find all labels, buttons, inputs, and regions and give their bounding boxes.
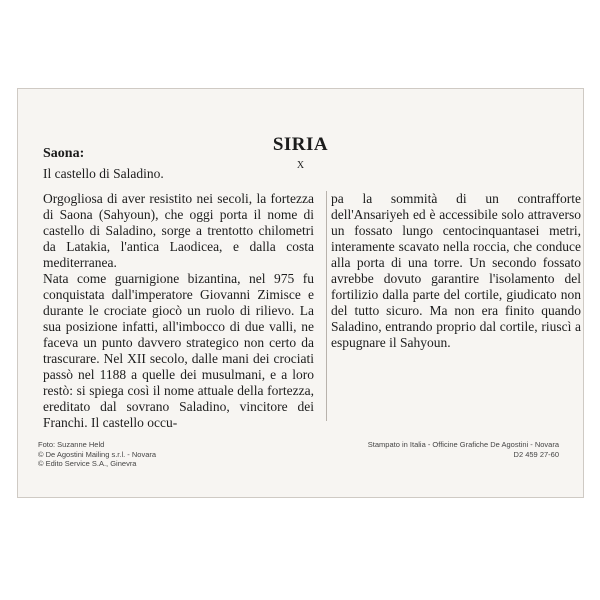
card-title: SIRIA: [272, 134, 329, 155]
paragraph: pa la sommità di un contrafforte dell'Ansariyeh ed è accessibile solo attraverso un fossato lungo centocinquantasei metri, interamente scavato nella roccia, che conduce alla porta di una torre. Un secondo fossato avrebbe dovuto garantire l'isolamento del fortilizio dalla parte del cortile, giudicato non del tutto sicuro. Ma non era finito quando Saladino, entrando proprio dal cortile, riuscì a espugnare il Sahyoun.: [331, 191, 581, 350]
catalog-code: D2 459 27-60: [513, 449, 559, 459]
card-numeral: X: [296, 160, 305, 171]
credits-footer: [38, 440, 156, 469]
photo-credit: Foto: Suzanne Held: [38, 440, 105, 449]
place-subtitle: Il castello di Saladino.: [43, 166, 164, 181]
copyright-line: © Edito Service S.A., Ginevra: [38, 459, 137, 468]
text-column-right: [331, 191, 581, 351]
printer-line: Stampato in Italia - Officine Grafiche De Agostini - Novara: [367, 440, 559, 449]
paragraph: Orgogliosa di aver resistito nei secoli, la fortezza di Saona (Sahyoun), che oggi porta il nome di castello di Saladino, sorge a trentotto chilometri da Latakia, l'antica Laodicea, e dalla costa mediterranea.: [43, 191, 314, 270]
paragraph: Nata come guarnigione bizantina, nel 975 fu conquistata dall'imperatore Giovanni Zimisce e durante le crociate giocò un ruolo di rilievo. La sua posizione infatti, all'imbocco di due valli, ne faceva un punto davvero strategico non certo da trascurare. Nel XII secolo, dalle mani dei crociati passò nel 1188 a quelle dei musulmani, e a loro restò: si spiega così il nome attuale della fortezza, ereditato dal sovrano Saladino, vincitore dei Franchi. Il castello occu-: [43, 271, 314, 430]
copyright-line: © De Agostini Mailing s.r.l. - Novara: [38, 449, 157, 459]
place-heading: Saona:: [43, 146, 85, 161]
postcard: [17, 88, 584, 498]
printer-footer: [368, 440, 559, 459]
text-column-left: [43, 191, 327, 430]
